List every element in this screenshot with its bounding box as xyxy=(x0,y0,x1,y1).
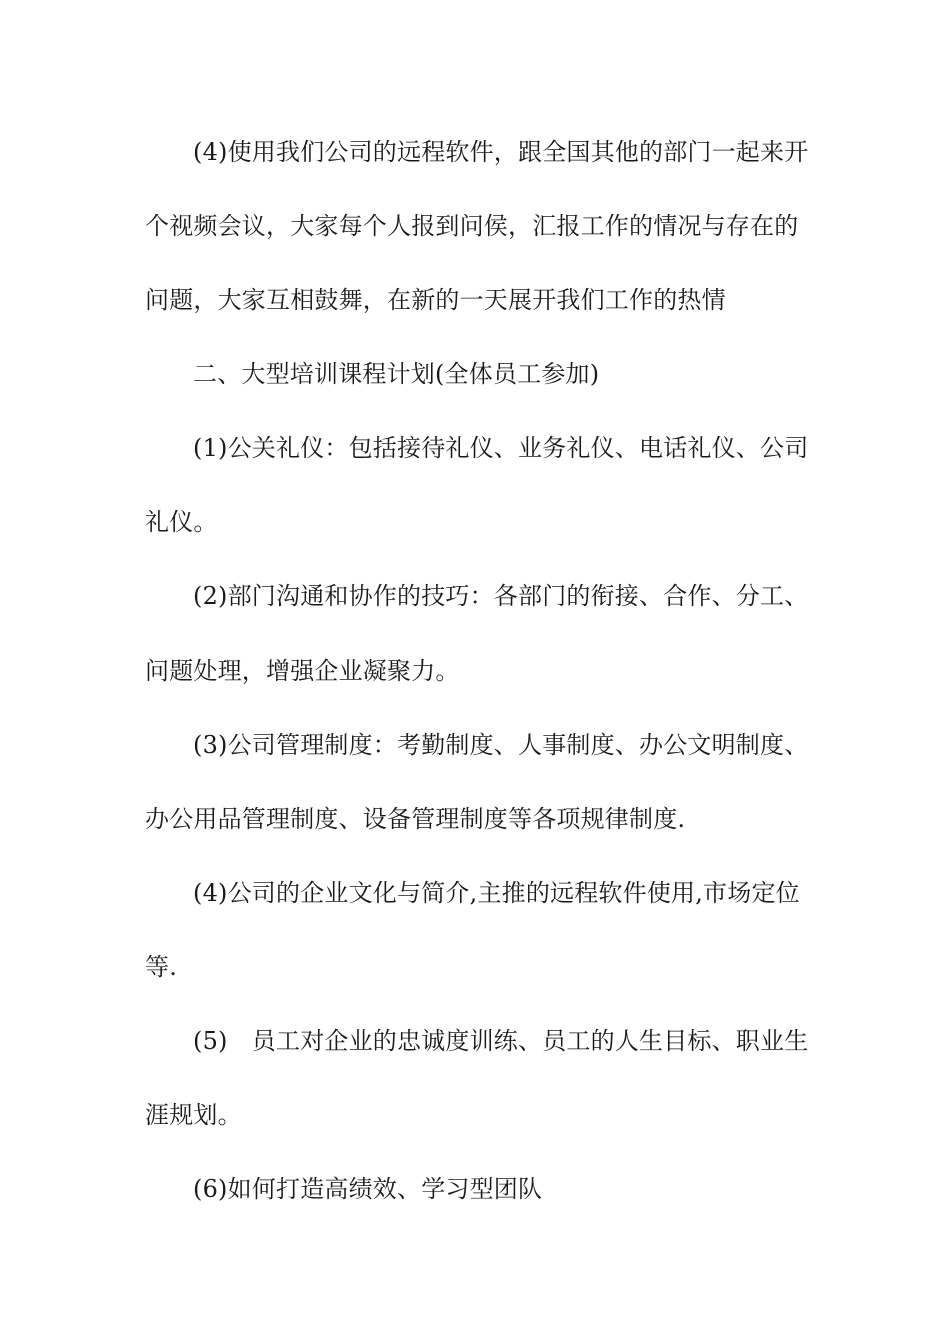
paragraph-line: 等. xyxy=(145,953,178,981)
paragraph-line: (3)公司管理制度：考勤制度、人事制度、办公文明制度、 xyxy=(193,731,809,759)
paragraph-line: 涯规划。 xyxy=(145,1101,242,1129)
paragraph-line: (6)如何打造高绩效、学习型团队 xyxy=(193,1175,543,1203)
paragraph-line: 办公用品管理制度、设备管理制度等各项规律制度. xyxy=(145,805,686,833)
section-heading: 二、大型培训课程计划(全体员工参加) xyxy=(193,360,600,388)
paragraph-line: (4)使用我们公司的远程软件，跟全国其他的部门一起来开 xyxy=(193,138,809,166)
paragraph-line: (4)公司的企业文化与简介,主推的远程软件使用,市场定位 xyxy=(193,879,800,907)
paragraph-line: (2)部门沟通和协作的技巧：各部门的衔接、合作、分工、 xyxy=(193,582,809,610)
paragraph-line: (1)公关礼仪：包括接待礼仪、业务礼仪、电话礼仪、公司 xyxy=(193,434,809,462)
paragraph-line: 礼仪。 xyxy=(145,508,218,536)
paragraph-line: 问题处理，增强企业凝聚力。 xyxy=(145,657,460,685)
paragraph-line: 问题，大家互相鼓舞，在新的一天展开我们工作的热情 xyxy=(145,286,726,314)
paragraph-line: 个视频会议，大家每个人报到问侯，汇报工作的情况与存在的 xyxy=(145,212,799,240)
paragraph-line: (5) 员工对企业的忠诚度训练、员工的人生目标、职业生 xyxy=(193,1027,809,1055)
